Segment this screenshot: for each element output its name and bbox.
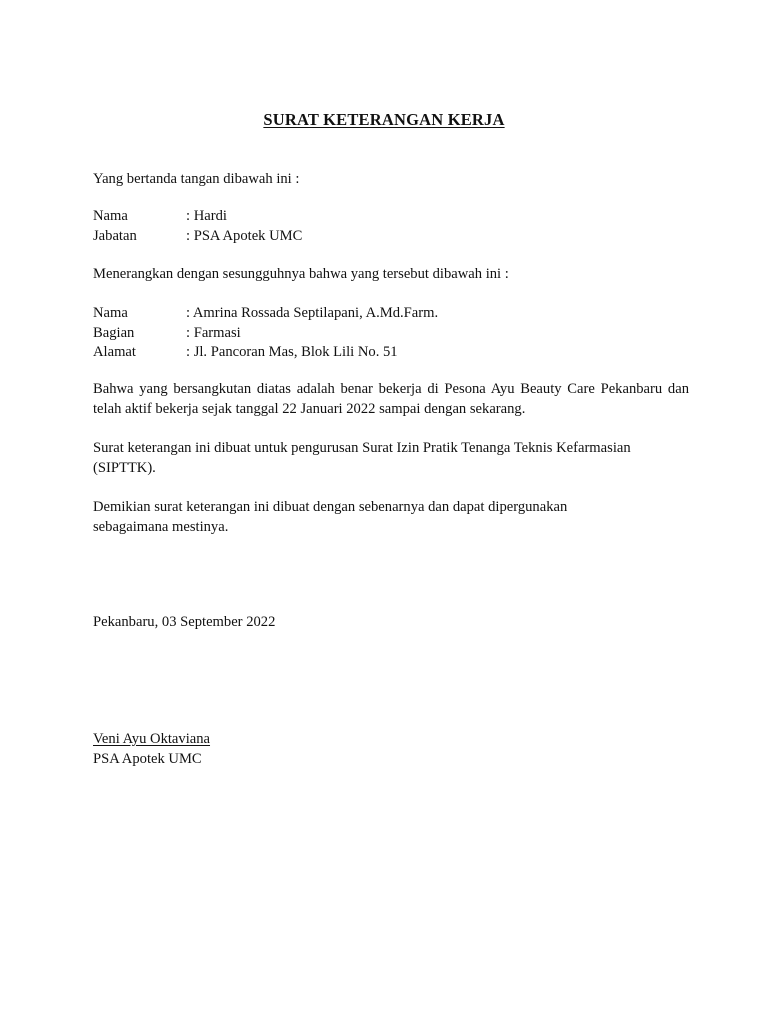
- closing-line-2: sebagaimana mestinya.: [93, 518, 229, 535]
- closing-line-1: Demikian surat keterangan ini dibuat dengan sebenarnya dan dapat dipergunakan: [93, 499, 568, 515]
- signature-block: [93, 730, 689, 769]
- place-date: [93, 613, 689, 633]
- employee-address-label: Alamat: [93, 344, 136, 360]
- employee-section-label: Bagian: [93, 324, 135, 341]
- signer-name: Veni Ayu Oktaviana: [93, 731, 211, 747]
- signatory-name-row: [93, 207, 689, 227]
- signatory-details: [93, 207, 689, 246]
- employee-section-row: [93, 324, 689, 344]
- employee-address-value: : Jl. Pancoran Mas, Blok Lili No. 51: [186, 344, 398, 360]
- signatory-name-label: Nama: [93, 208, 128, 224]
- employee-details: [93, 304, 689, 363]
- statement-line: Menerangkan dengan sesungguhnya bahwa yang tersebut dibawah ini :: [93, 266, 509, 282]
- closing-paragraph: [93, 498, 689, 537]
- purpose-paragraph: Surat keterangan ini dibuat untuk pengurusan Surat Izin Pratik Tenanga Teknis Kefarmasian (SIPTTK).: [93, 440, 631, 476]
- employee-name-row: [93, 304, 689, 324]
- signatory-position-label: Jabatan: [93, 227, 137, 244]
- employee-name-label: Nama: [93, 305, 128, 321]
- signatory-position-row: [93, 227, 689, 247]
- employee-address-row: [93, 343, 689, 363]
- signer-title: PSA Apotek UMC: [93, 750, 202, 767]
- signatory-name-value: : Hardi: [186, 208, 227, 224]
- employment-paragraph: Bahwa yang bersangkutan diatas adalah benar bekerja di Pesona Ayu Beauty Care Pekanbaru dan telah aktif bekerja sejak tanggal 22 Januari 2022 sampai dengan sekarang.: [93, 381, 689, 417]
- signatory-position-value: : PSA Apotek UMC: [186, 227, 303, 244]
- intro-text: [93, 170, 689, 190]
- place-date-line: Pekanbaru, 03 September 2022: [93, 614, 276, 630]
- letter-title: SURAT KETERANGAN KERJA: [263, 110, 505, 129]
- intro-line: Yang bertanda tangan dibawah ini :: [93, 171, 300, 187]
- statement-text: [93, 265, 689, 285]
- employee-name-value: : Amrina Rossada Septilapani, A.Md.Farm.: [186, 305, 439, 321]
- employee-section-value: : Farmasi: [186, 324, 241, 341]
